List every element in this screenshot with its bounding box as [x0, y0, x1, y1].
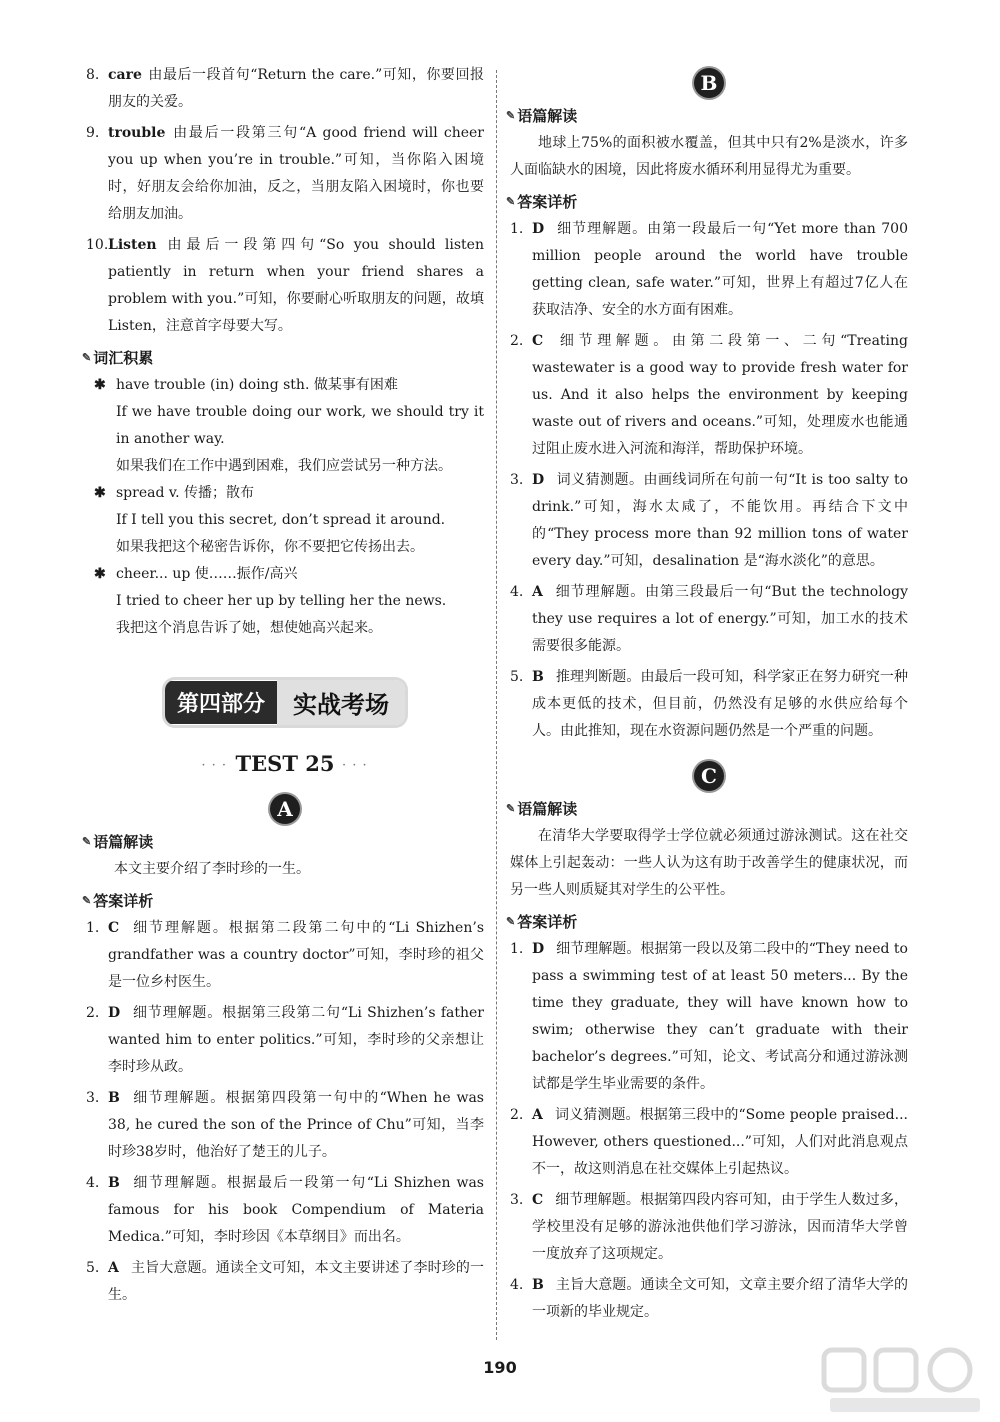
vocab-entry	[94, 480, 484, 561]
item-number: 3.	[510, 472, 524, 488]
answer-choice: A	[532, 1107, 543, 1123]
pencil-icon: ✎	[82, 894, 90, 907]
answer-explanation: 细节理解题。根据第四段第一句中的“When he was 38, he cured the son of the Prince of Chu”可知，当李时珍38岁时，他治好了楚王的儿子。	[108, 1090, 484, 1160]
vocab-example-zh: 我把这个消息告诉了她，想使她高兴起来。	[116, 620, 382, 636]
answer-explanation: 细节理解题。根据第三段第二句“Li Shizhen’s father wanted him to enter politics.”可知，李时珍的父亲想让李时珍从政。	[108, 1005, 484, 1075]
item-number: 1.	[510, 941, 524, 957]
reading-summary: 本文主要介绍了李时珍的一生。	[114, 861, 310, 877]
answer-explanation: 推理判断题。由最后一段可知，科学家正在努力研究一种成本更低的技术，但目前，仍然没有足够的水供应给每个人。由此推知，现在水资源问题仍然是一个严重的问题。	[532, 669, 908, 739]
answer-choice: C	[532, 333, 544, 349]
vocab-list	[94, 372, 484, 642]
reading-heading: ✎ 语篇解读	[82, 830, 484, 854]
vocab-entry	[94, 561, 484, 642]
answer-item	[86, 1085, 484, 1166]
answer-explanation: 细节理解题。根据第四段内容可知，由于学生人数过多，学校里没有足够的游泳池供他们学习游泳，因而清华大学曾一度放弃了这项规定。	[532, 1192, 908, 1262]
answer-item	[510, 1187, 908, 1268]
answer-choice: B	[108, 1175, 120, 1191]
answer-item	[510, 936, 908, 1098]
answer-explanation: 细节理解题。由第一段最后一句“Yet more than 700 million people around the world have trouble getting clean, safe water.”可知，世界上有超过7亿人在获取洁净、安全的水方面有困难。	[532, 221, 908, 318]
vocab-term: have trouble (in) doing sth. 做某事有困难	[116, 377, 398, 393]
item-number: 3.	[86, 1090, 100, 1106]
reading-summary: 在清华大学要取得学士学位就必须通过游泳测试。这在社交媒体上引起轰动：一些人认为这有助于改善学生的健康状况，而另一些人则质疑其对学生的公平性。	[510, 828, 908, 898]
left-column	[82, 62, 484, 1313]
answer-list	[510, 216, 908, 745]
answer-explanation: 词义猜测题。根据第三段中的“Some people praised... However, others questioned...”可知，人们对此消息观点不一，故这则消息在社交媒体上引起热议。	[532, 1107, 908, 1177]
answer-explanation: 细节理解题。由第三段最后一句“But the technology they use requires a lot of energy.”可知，加工水的技术需要很多能源。	[532, 584, 908, 654]
test-title: · · · TEST 25 · · ·	[201, 751, 369, 776]
answer-list	[86, 915, 484, 1309]
answer-text: 由最后一段第四句“So you should listen patiently in return when your friend shares a problem with you.”可知，你要耐心听取朋友的问题，故填 Listen，注意首字母要大写。	[108, 237, 484, 334]
item-number: 1.	[510, 221, 524, 237]
reading-heading: ✎ 语篇解读	[506, 104, 908, 128]
pencil-icon: ✎	[506, 802, 514, 815]
vocab-entry	[94, 372, 484, 480]
answer-choice: A	[108, 1260, 119, 1276]
answer-explanation: 细节理解题。根据最后一段第一句“Li Shizhen was famous for his book Compendium of Materia Medica.”可知，李时珍因《本草纲目》而出名。	[108, 1175, 484, 1245]
vocab-example-zh: 如果我把这个秘密告诉你，你不要把它传扬出去。	[116, 539, 424, 555]
answer-item	[86, 915, 484, 996]
answer-keyword: trouble	[108, 125, 166, 141]
answer-explanation: 主旨大意题。通读全文可知，本文主要讲述了李时珍的一生。	[108, 1260, 484, 1303]
answer-choice: C	[108, 920, 120, 936]
vocab-term: cheer... up 使……振作/高兴	[116, 566, 298, 582]
answer-choice: D	[532, 221, 545, 237]
part-banner	[86, 680, 484, 725]
pencil-icon: ✎	[82, 835, 90, 848]
answer-explanation: 细节理解题。由第二段第一、二句“Treating wastewater is a good way to provide fresh water for us. And it also helps the environment by keeping waste out of rivers and oceans.”可知，处理废水也能通过阻止废水进入河流和海洋，帮助保护环境。	[532, 333, 908, 457]
part-title: 实战考场	[277, 680, 405, 725]
item-number: 4.	[86, 1175, 100, 1191]
item-number: 1.	[86, 920, 100, 936]
answer-explanation: 主旨大意题。通读全文可知，文章主要介绍了清华大学的一项新的毕业规定。	[532, 1277, 908, 1320]
answer-item	[510, 579, 908, 660]
answer-choice: D	[532, 941, 545, 957]
vocab-term: spread v. 传播；散布	[116, 485, 255, 501]
section-badge-a: A	[270, 794, 300, 824]
list-item: 10. Listen 由最后一段第四句“So you should listen patiently in return when your friend shares a problem with you.”可知，你要耐心听取朋友的问题，故填 Listen，注意首字母要大写。	[86, 237, 484, 334]
star-icon: ✱	[94, 566, 106, 582]
answer-text: 由最后一段首句“Return the care.”可知，你要回报朋友的关爱。	[108, 67, 484, 110]
star-icon: ✱	[94, 485, 106, 501]
item-number: 2.	[86, 1005, 100, 1021]
answer-choice: D	[108, 1005, 121, 1021]
answer-item	[510, 467, 908, 575]
vocab-example-zh: 如果我们在工作中遇到困难，我们应尝试另一种方法。	[116, 458, 452, 474]
item-number: 2.	[510, 1107, 524, 1123]
list-item: 8. care 由最后一段首句“Return the care.”可知，你要回报朋友的关爱。	[86, 67, 484, 110]
item-number: 4.	[510, 584, 524, 600]
pencil-icon: ✎	[506, 195, 514, 208]
answer-keyword: care	[108, 67, 142, 83]
answers-heading: ✎ 答案详析	[506, 910, 908, 934]
watermark-logo	[820, 1346, 990, 1418]
pencil-icon: ✎	[506, 915, 514, 928]
answer-item	[86, 1170, 484, 1251]
item-number: 4.	[510, 1277, 524, 1293]
section-badge-b: B	[694, 68, 724, 98]
answer-item	[86, 1255, 484, 1309]
answer-item	[510, 1272, 908, 1326]
answer-explanation: 细节理解题。根据第二段第二句中的“Li Shizhen’s grandfather was a country doctor”可知，李时珍的祖父是一位乡村医生。	[108, 920, 484, 990]
reading-heading: ✎ 语篇解读	[506, 797, 908, 821]
answer-choice: C	[532, 1192, 544, 1208]
list-item: 9. trouble 由最后一段第三句“A good friend will cheer you up when you’re in trouble.”可知，当你陷入困境时，好朋友会给你加油，反之，当朋友陷入困境时，你也要给朋友加油。	[86, 125, 484, 222]
answer-text: 由最后一段第三句“A good friend will cheer you up when you’re in trouble.”可知，当你陷入困境时，好朋友会给你加油，反之，当朋友陷入困境时，你也要给朋友加油。	[108, 125, 484, 222]
vocab-example-en: If I tell you this secret, don’t spread it around.	[116, 512, 446, 528]
answer-choice: B	[108, 1090, 120, 1106]
page-number: 190	[483, 1358, 517, 1377]
answer-item	[510, 216, 908, 324]
vocab-example-en: If we have trouble doing our work, we should try it in another way.	[116, 404, 484, 447]
answer-item	[510, 1102, 908, 1183]
vocab-heading: ✎ 词汇积累	[82, 346, 484, 370]
part-label: 第四部分	[165, 681, 277, 724]
answer-explanation: 词义猜测题。由画线词所在句前一句“It is too salty to drink.”可知，海水太咸了，不能饮用。再结合下文中的“They process more than 92 million tons of water every day.”可知，desalination 是“海水淡化”的意思。	[532, 472, 908, 569]
answers-heading: ✎ 答案详析	[506, 190, 908, 214]
item-number: 5.	[510, 669, 524, 685]
answer-explanation: 细节理解题。根据第一段以及第二段中的“They need to pass a swimming test of at least 50 meters... By the time they graduate, they will have known how to swim; otherwise they can’t graduate with their bachelor’s degrees.”可知，论文、考试高分和通过游泳测试都是学生毕业需要的条件。	[532, 941, 908, 1092]
pencil-icon: ✎	[82, 351, 90, 364]
vocab-example-en: I tried to cheer her up by telling her the news.	[116, 593, 447, 609]
answer-choice: B	[532, 669, 544, 685]
answers-heading: ✎ 答案详析	[82, 889, 484, 913]
section-badge-c: C	[694, 761, 724, 791]
answer-choice: B	[532, 1277, 544, 1293]
answer-choice: A	[532, 584, 543, 600]
answer-list	[510, 936, 908, 1326]
right-column	[506, 62, 908, 1330]
star-icon: ✱	[94, 377, 106, 393]
pencil-icon: ✎	[506, 109, 514, 122]
answer-item	[86, 1000, 484, 1081]
answer-keyword: Listen	[108, 237, 157, 253]
answer-item	[510, 328, 908, 463]
reading-summary: 地球上75%的面积被水覆盖，但其中只有2%是淡水，许多人面临缺水的困境，因此将废水循环利用显得尤为重要。	[510, 135, 908, 178]
item-number: 3.	[510, 1192, 524, 1208]
left-top-items	[86, 62, 484, 340]
item-number: 5.	[86, 1260, 100, 1276]
column-divider	[496, 70, 497, 1340]
item-number: 2.	[510, 333, 524, 349]
answer-item	[510, 664, 908, 745]
answer-choice: D	[532, 472, 545, 488]
